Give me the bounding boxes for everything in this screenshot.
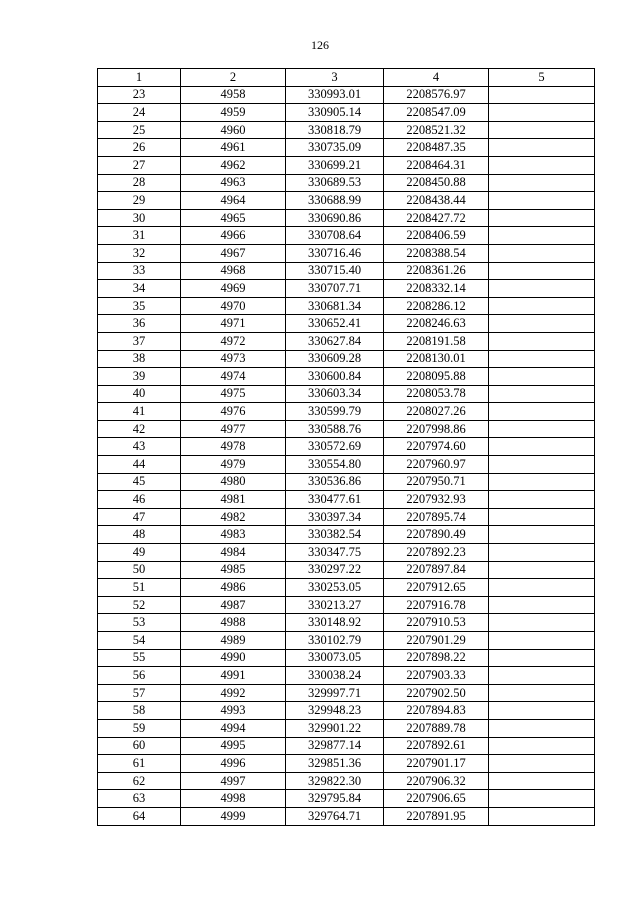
table-cell: 2207903.33	[384, 667, 489, 685]
table-cell: 330600.84	[286, 368, 384, 386]
table-cell	[489, 420, 595, 438]
table-cell: 4965	[181, 209, 286, 227]
table-cell: 2207932.93	[384, 491, 489, 509]
table-cell: 51	[98, 579, 181, 597]
table-row	[98, 297, 595, 315]
table-cell	[489, 174, 595, 192]
table-cell	[489, 297, 595, 315]
table-row	[98, 544, 595, 562]
table-cell: 44	[98, 456, 181, 474]
table-cell: 329901.22	[286, 719, 384, 737]
table-cell: 330652.41	[286, 315, 384, 333]
table-cell: 330297.22	[286, 561, 384, 579]
table-cell: 330688.99	[286, 192, 384, 210]
table-cell: 329997.71	[286, 684, 384, 702]
table-cell: 4984	[181, 544, 286, 562]
table-cell: 37	[98, 332, 181, 350]
table-cell: 4970	[181, 297, 286, 315]
table-cell	[489, 86, 595, 104]
table-row	[98, 772, 595, 790]
table-cell: 4978	[181, 438, 286, 456]
table-cell	[489, 508, 595, 526]
table-cell: 30	[98, 209, 181, 227]
table-row	[98, 104, 595, 122]
table-cell	[489, 561, 595, 579]
table-cell: 330905.14	[286, 104, 384, 122]
table-cell: 330554.80	[286, 456, 384, 474]
table-row	[98, 737, 595, 755]
table-cell: 330536.86	[286, 473, 384, 491]
table-cell	[489, 350, 595, 368]
table-cell: 60	[98, 737, 181, 755]
coordinates-table	[97, 68, 595, 826]
table-cell: 2208053.78	[384, 385, 489, 403]
table-row	[98, 244, 595, 262]
table-cell: 4989	[181, 632, 286, 650]
table-cell: 4958	[181, 86, 286, 104]
table-cell: 330609.28	[286, 350, 384, 368]
table-cell	[489, 579, 595, 597]
table-cell: 329795.84	[286, 790, 384, 808]
table-cell	[489, 790, 595, 808]
table-cell: 58	[98, 702, 181, 720]
table-cell	[489, 209, 595, 227]
table-row	[98, 315, 595, 333]
table-cell: 4980	[181, 473, 286, 491]
table-cell: 52	[98, 596, 181, 614]
table-cell: 4998	[181, 790, 286, 808]
table-cell	[489, 368, 595, 386]
table-cell	[489, 244, 595, 262]
table-cell: 330477.61	[286, 491, 384, 509]
table-row	[98, 174, 595, 192]
table-cell	[489, 280, 595, 298]
table-cell: 330716.46	[286, 244, 384, 262]
column-header-5: 5	[489, 69, 595, 87]
table-cell: 31	[98, 227, 181, 245]
table-row	[98, 139, 595, 157]
table-cell: 2207906.32	[384, 772, 489, 790]
table-cell: 2207890.49	[384, 526, 489, 544]
table-cell: 330689.53	[286, 174, 384, 192]
table-cell: 4999	[181, 807, 286, 825]
table-cell: 330699.21	[286, 156, 384, 174]
table-cell: 4959	[181, 104, 286, 122]
table-cell	[489, 807, 595, 825]
table-cell	[489, 104, 595, 122]
table-row	[98, 456, 595, 474]
table-cell: 4960	[181, 121, 286, 139]
table-row	[98, 86, 595, 104]
table-cell	[489, 473, 595, 491]
table-row	[98, 438, 595, 456]
table-cell: 4993	[181, 702, 286, 720]
table-cell	[489, 596, 595, 614]
table-cell	[489, 156, 595, 174]
table-cell: 48	[98, 526, 181, 544]
table-cell: 39	[98, 368, 181, 386]
table-cell: 330681.34	[286, 297, 384, 315]
table-row	[98, 508, 595, 526]
table-cell: 42	[98, 420, 181, 438]
column-header-1: 1	[98, 69, 181, 87]
table-row	[98, 385, 595, 403]
table-cell	[489, 649, 595, 667]
table-cell	[489, 227, 595, 245]
table-row	[98, 684, 595, 702]
table-cell: 4976	[181, 403, 286, 421]
table-cell: 54	[98, 632, 181, 650]
table-cell: 4962	[181, 156, 286, 174]
table-cell: 2207950.71	[384, 473, 489, 491]
table-cell: 330148.92	[286, 614, 384, 632]
table-cell	[489, 121, 595, 139]
table-cell: 2208246.63	[384, 315, 489, 333]
table-cell: 4981	[181, 491, 286, 509]
table-cell: 330253.05	[286, 579, 384, 597]
table-cell: 330382.54	[286, 526, 384, 544]
table-cell: 330690.86	[286, 209, 384, 227]
table-cell: 329948.23	[286, 702, 384, 720]
table-cell: 330588.76	[286, 420, 384, 438]
table-cell: 25	[98, 121, 181, 139]
table-cell: 330599.79	[286, 403, 384, 421]
table-cell: 2208388.54	[384, 244, 489, 262]
table-cell: 4994	[181, 719, 286, 737]
table-row	[98, 579, 595, 597]
table-cell	[489, 544, 595, 562]
table-row	[98, 350, 595, 368]
table-cell: 4997	[181, 772, 286, 790]
table-cell: 24	[98, 104, 181, 122]
table-row	[98, 596, 595, 614]
table-cell: 4987	[181, 596, 286, 614]
table-cell	[489, 684, 595, 702]
table-cell: 2207960.97	[384, 456, 489, 474]
table-cell: 56	[98, 667, 181, 685]
table-cell: 329877.14	[286, 737, 384, 755]
table-cell: 2207897.84	[384, 561, 489, 579]
table-row	[98, 702, 595, 720]
table-cell: 4996	[181, 755, 286, 773]
table-cell: 4972	[181, 332, 286, 350]
table-row	[98, 807, 595, 825]
table-cell: 2208576.97	[384, 86, 489, 104]
table-cell: 4990	[181, 649, 286, 667]
table-cell: 329764.71	[286, 807, 384, 825]
table-cell	[489, 755, 595, 773]
table-cell: 4975	[181, 385, 286, 403]
table-cell	[489, 139, 595, 157]
table-cell: 2207912.65	[384, 579, 489, 597]
table-cell: 330102.79	[286, 632, 384, 650]
table-row	[98, 614, 595, 632]
table-cell: 2208406.59	[384, 227, 489, 245]
table-cell: 4966	[181, 227, 286, 245]
table-cell: 50	[98, 561, 181, 579]
table-cell: 330735.09	[286, 139, 384, 157]
table-cell: 330708.64	[286, 227, 384, 245]
table-cell: 4977	[181, 420, 286, 438]
table-cell: 47	[98, 508, 181, 526]
table-body	[98, 86, 595, 825]
table-cell: 330397.34	[286, 508, 384, 526]
table-cell	[489, 192, 595, 210]
table-cell: 330038.24	[286, 667, 384, 685]
table-cell: 2207906.65	[384, 790, 489, 808]
table-cell: 2208095.88	[384, 368, 489, 386]
table-row	[98, 561, 595, 579]
column-header-3: 3	[286, 69, 384, 87]
table-cell: 2208332.14	[384, 280, 489, 298]
table-cell: 49	[98, 544, 181, 562]
table-row	[98, 632, 595, 650]
table-cell: 33	[98, 262, 181, 280]
table-cell: 2207894.83	[384, 702, 489, 720]
table-cell: 330627.84	[286, 332, 384, 350]
table-cell: 4968	[181, 262, 286, 280]
column-header-2: 2	[181, 69, 286, 87]
table-cell: 23	[98, 86, 181, 104]
table-row	[98, 192, 595, 210]
table-cell: 2207889.78	[384, 719, 489, 737]
table-cell: 26	[98, 139, 181, 157]
table-row	[98, 790, 595, 808]
table-cell: 4971	[181, 315, 286, 333]
table-cell	[489, 385, 595, 403]
table-cell: 45	[98, 473, 181, 491]
table-cell: 2207892.61	[384, 737, 489, 755]
table-cell: 29	[98, 192, 181, 210]
table-cell: 34	[98, 280, 181, 298]
table-row	[98, 526, 595, 544]
table-cell: 330347.75	[286, 544, 384, 562]
table-row	[98, 209, 595, 227]
table-cell: 329851.36	[286, 755, 384, 773]
table-cell: 4988	[181, 614, 286, 632]
table-cell: 4967	[181, 244, 286, 262]
table-row	[98, 755, 595, 773]
table-cell: 2208361.26	[384, 262, 489, 280]
table-cell: 2207898.22	[384, 649, 489, 667]
table-cell: 330213.27	[286, 596, 384, 614]
table-cell: 330073.05	[286, 649, 384, 667]
table-row	[98, 491, 595, 509]
table-cell: 4992	[181, 684, 286, 702]
table-cell: 32	[98, 244, 181, 262]
table-cell: 2208130.01	[384, 350, 489, 368]
table-cell: 64	[98, 807, 181, 825]
table-cell: 2207895.74	[384, 508, 489, 526]
page-number: 126	[311, 38, 329, 52]
table-cell: 2208464.31	[384, 156, 489, 174]
table-cell: 330603.34	[286, 385, 384, 403]
table-cell: 61	[98, 755, 181, 773]
table-row	[98, 227, 595, 245]
table-cell	[489, 332, 595, 350]
table-cell: 330572.69	[286, 438, 384, 456]
table-cell: 63	[98, 790, 181, 808]
table-cell	[489, 403, 595, 421]
table-cell: 4979	[181, 456, 286, 474]
table-header-row	[98, 69, 595, 87]
table-cell: 4969	[181, 280, 286, 298]
table-cell	[489, 456, 595, 474]
table-cell: 40	[98, 385, 181, 403]
table-cell: 2208438.44	[384, 192, 489, 210]
table-cell: 330707.71	[286, 280, 384, 298]
table-row	[98, 719, 595, 737]
table-cell: 2208191.58	[384, 332, 489, 350]
table-cell: 2207891.95	[384, 807, 489, 825]
table-row	[98, 156, 595, 174]
table-cell: 4964	[181, 192, 286, 210]
table-cell: 53	[98, 614, 181, 632]
table-cell	[489, 719, 595, 737]
table-cell	[489, 262, 595, 280]
table-cell: 2208427.72	[384, 209, 489, 227]
table-cell	[489, 702, 595, 720]
table-cell	[489, 614, 595, 632]
table-cell: 329822.30	[286, 772, 384, 790]
table-row	[98, 332, 595, 350]
table-cell: 57	[98, 684, 181, 702]
table-cell: 330818.79	[286, 121, 384, 139]
table-cell: 2208027.26	[384, 403, 489, 421]
table-cell: 2208487.35	[384, 139, 489, 157]
table-cell: 38	[98, 350, 181, 368]
table-cell: 55	[98, 649, 181, 667]
table-row	[98, 262, 595, 280]
table-cell: 330993.01	[286, 86, 384, 104]
table-cell: 36	[98, 315, 181, 333]
table-cell: 4983	[181, 526, 286, 544]
table-cell: 2207901.29	[384, 632, 489, 650]
table-cell	[489, 491, 595, 509]
table-cell: 4961	[181, 139, 286, 157]
table-row	[98, 368, 595, 386]
column-header-4: 4	[384, 69, 489, 87]
table-cell: 4973	[181, 350, 286, 368]
table-cell: 43	[98, 438, 181, 456]
table-cell	[489, 772, 595, 790]
table-cell: 2207998.86	[384, 420, 489, 438]
table-row	[98, 667, 595, 685]
table-cell	[489, 315, 595, 333]
table-cell: 4982	[181, 508, 286, 526]
table-cell: 41	[98, 403, 181, 421]
table-cell	[489, 667, 595, 685]
table-cell: 4974	[181, 368, 286, 386]
table-cell: 2208286.12	[384, 297, 489, 315]
table-cell	[489, 632, 595, 650]
table-cell	[489, 526, 595, 544]
table-row	[98, 121, 595, 139]
table-cell: 4986	[181, 579, 286, 597]
table-cell	[489, 737, 595, 755]
table-cell: 62	[98, 772, 181, 790]
table-cell: 2207916.78	[384, 596, 489, 614]
table-row	[98, 649, 595, 667]
table-cell: 330715.40	[286, 262, 384, 280]
table-cell: 2207902.50	[384, 684, 489, 702]
table-cell: 2207901.17	[384, 755, 489, 773]
table-cell: 46	[98, 491, 181, 509]
table-cell: 28	[98, 174, 181, 192]
table-row	[98, 473, 595, 491]
table-cell: 4995	[181, 737, 286, 755]
table-cell: 4963	[181, 174, 286, 192]
table-row	[98, 420, 595, 438]
table-cell: 2208521.32	[384, 121, 489, 139]
table-cell: 2207910.53	[384, 614, 489, 632]
table-cell: 4985	[181, 561, 286, 579]
table-row	[98, 280, 595, 298]
table-cell: 27	[98, 156, 181, 174]
table-cell: 2207974.60	[384, 438, 489, 456]
table-cell: 59	[98, 719, 181, 737]
table-cell: 35	[98, 297, 181, 315]
table-row	[98, 403, 595, 421]
table-cell: 2207892.23	[384, 544, 489, 562]
table-cell	[489, 438, 595, 456]
table-cell: 4991	[181, 667, 286, 685]
table-cell: 2208547.09	[384, 104, 489, 122]
table-cell: 2208450.88	[384, 174, 489, 192]
